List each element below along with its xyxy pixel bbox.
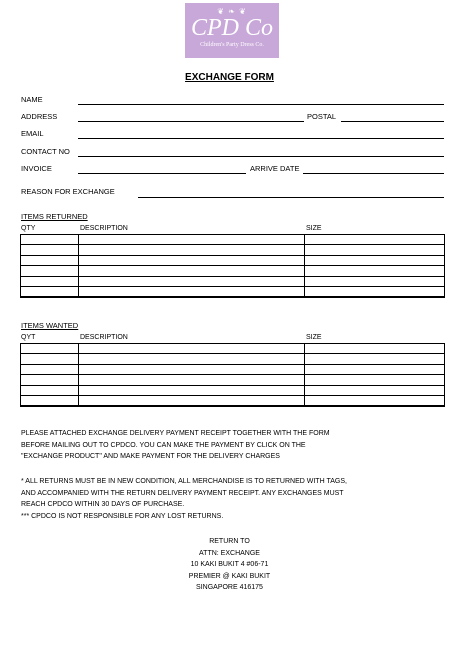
- description-cell[interactable]: [79, 245, 305, 255]
- description-cell[interactable]: [79, 255, 305, 265]
- qty-cell[interactable]: [21, 286, 79, 297]
- email-label: EMAIL: [21, 129, 44, 138]
- postal-field[interactable]: [341, 121, 444, 122]
- payment-note: [21, 428, 330, 463]
- table-row: [21, 255, 445, 265]
- logo-flourish: ❦ ❧ ❦: [217, 7, 247, 16]
- return-address-line: SINGAPORE 416175: [196, 584, 263, 591]
- contact-no-field[interactable]: [78, 156, 444, 157]
- qty-cell[interactable]: [21, 255, 79, 265]
- items-returned-table: [20, 234, 445, 298]
- table-row: [21, 235, 445, 245]
- qty-cell[interactable]: [21, 364, 79, 374]
- contact-no-label: CONTACT NO: [21, 147, 70, 156]
- table-row: [21, 344, 445, 354]
- postal-label: POSTAL: [307, 112, 337, 121]
- table-row: [21, 245, 445, 255]
- conditions-note: [21, 476, 347, 522]
- items-returned-description-header: DESCRIPTION: [80, 225, 128, 232]
- description-cell[interactable]: [79, 266, 305, 276]
- return-address-line: PREMIER @ KAKI BUKIT: [188, 572, 271, 580]
- size-cell[interactable]: [305, 385, 445, 395]
- qty-cell[interactable]: [21, 266, 79, 276]
- items-wanted-table: [20, 343, 445, 407]
- size-cell[interactable]: [305, 255, 445, 265]
- size-cell[interactable]: [305, 375, 445, 385]
- return-address-line: 10 KAKI BUKIT 4 #06-71: [190, 561, 269, 568]
- conditions-note-line: AND ACCOMPANIED WITH THE RETURN DELIVERY PAYMENT RECEIPT. ANY EXCHANGES MUST: [21, 489, 344, 497]
- qty-cell[interactable]: [21, 245, 79, 255]
- address-label: ADDRESS: [21, 112, 58, 121]
- description-cell[interactable]: [79, 364, 305, 374]
- qty-cell[interactable]: [21, 395, 79, 406]
- size-cell[interactable]: [305, 235, 445, 245]
- size-cell[interactable]: [305, 395, 445, 406]
- return-address: [0, 536, 459, 594]
- size-cell[interactable]: [305, 276, 445, 286]
- invoice-label: INVOICE: [21, 164, 52, 173]
- conditions-note-line: *** CPDCO IS NOT RESPONSIBLE FOR ANY LOST RETURNS.: [21, 512, 224, 520]
- description-cell[interactable]: [79, 286, 305, 297]
- table-row: [21, 286, 445, 297]
- qty-cell[interactable]: [21, 375, 79, 385]
- logo-brand: CPD Co: [190, 15, 273, 41]
- company-logo: [185, 3, 279, 58]
- qty-cell[interactable]: [21, 344, 79, 354]
- qty-cell[interactable]: [21, 235, 79, 245]
- table-row: [21, 364, 445, 374]
- qty-cell[interactable]: [21, 276, 79, 286]
- size-cell[interactable]: [305, 354, 445, 364]
- name-field[interactable]: [78, 104, 444, 105]
- form-title: EXCHANGE FORM: [185, 72, 274, 83]
- return-address-line: ATTN: EXCHANGE: [199, 549, 260, 557]
- invoice-field[interactable]: [78, 173, 246, 174]
- payment-note-line: PLEASE ATTACHED EXCHANGE DELIVERY PAYMENT RECEIPT TOGETHER WITH THE FORM: [21, 430, 330, 437]
- items-returned-qty-header: QTY: [21, 225, 36, 232]
- arrive-date-label: ARRIVE DATE: [250, 164, 300, 173]
- qty-cell[interactable]: [21, 354, 79, 364]
- items-wanted-description-header: DESCRIPTION: [80, 334, 128, 341]
- items-wanted-title: ITEMS WANTED: [21, 321, 79, 330]
- items-wanted-qty-header: QYT: [21, 334, 36, 341]
- description-cell[interactable]: [79, 235, 305, 245]
- size-cell[interactable]: [305, 364, 445, 374]
- table-row: [21, 375, 445, 385]
- reason-field[interactable]: [138, 197, 444, 198]
- description-cell[interactable]: [79, 354, 305, 364]
- size-cell[interactable]: [305, 245, 445, 255]
- qty-cell[interactable]: [21, 385, 79, 395]
- payment-note-line: "EXCHANGE PRODUCT" AND MAKE PAYMENT FOR THE DELIVERY CHARGES: [21, 453, 280, 460]
- table-row: [21, 354, 445, 364]
- description-cell[interactable]: [79, 385, 305, 395]
- table-row: [21, 276, 445, 286]
- table-row: [21, 395, 445, 406]
- size-cell[interactable]: [305, 266, 445, 276]
- items-wanted-size-header: SIZE: [306, 334, 322, 341]
- items-returned-size-header: SIZE: [306, 225, 322, 232]
- items-returned-title: ITEMS RETURNED: [21, 212, 88, 221]
- reason-label: REASON FOR EXCHANGE: [21, 187, 115, 196]
- conditions-note-line: * ALL RETURNS MUST BE IN NEW CONDITION, ALL MERCHANDISE IS TO RETURNED WITH TAGS,: [21, 478, 347, 485]
- table-row: [21, 266, 445, 276]
- payment-note-line: BEFORE MAILING OUT TO CPDCO. YOU CAN MAKE THE PAYMENT BY CLICK ON THE: [21, 441, 306, 449]
- size-cell[interactable]: [305, 344, 445, 354]
- email-field[interactable]: [78, 138, 444, 139]
- logo-tagline: Children's Party Dress Co.: [200, 42, 264, 48]
- conditions-note-line: REACH CPDCO WITHIN 30 DAYS OF PURCHASE.: [21, 501, 185, 508]
- return-address-line: RETURN TO: [209, 538, 250, 545]
- description-cell[interactable]: [79, 375, 305, 385]
- size-cell[interactable]: [305, 286, 445, 297]
- description-cell[interactable]: [79, 344, 305, 354]
- arrive-date-field[interactable]: [303, 173, 444, 174]
- description-cell[interactable]: [79, 276, 305, 286]
- address-field[interactable]: [78, 121, 304, 122]
- name-label: NAME: [21, 95, 43, 104]
- description-cell[interactable]: [79, 395, 305, 406]
- table-row: [21, 385, 445, 395]
